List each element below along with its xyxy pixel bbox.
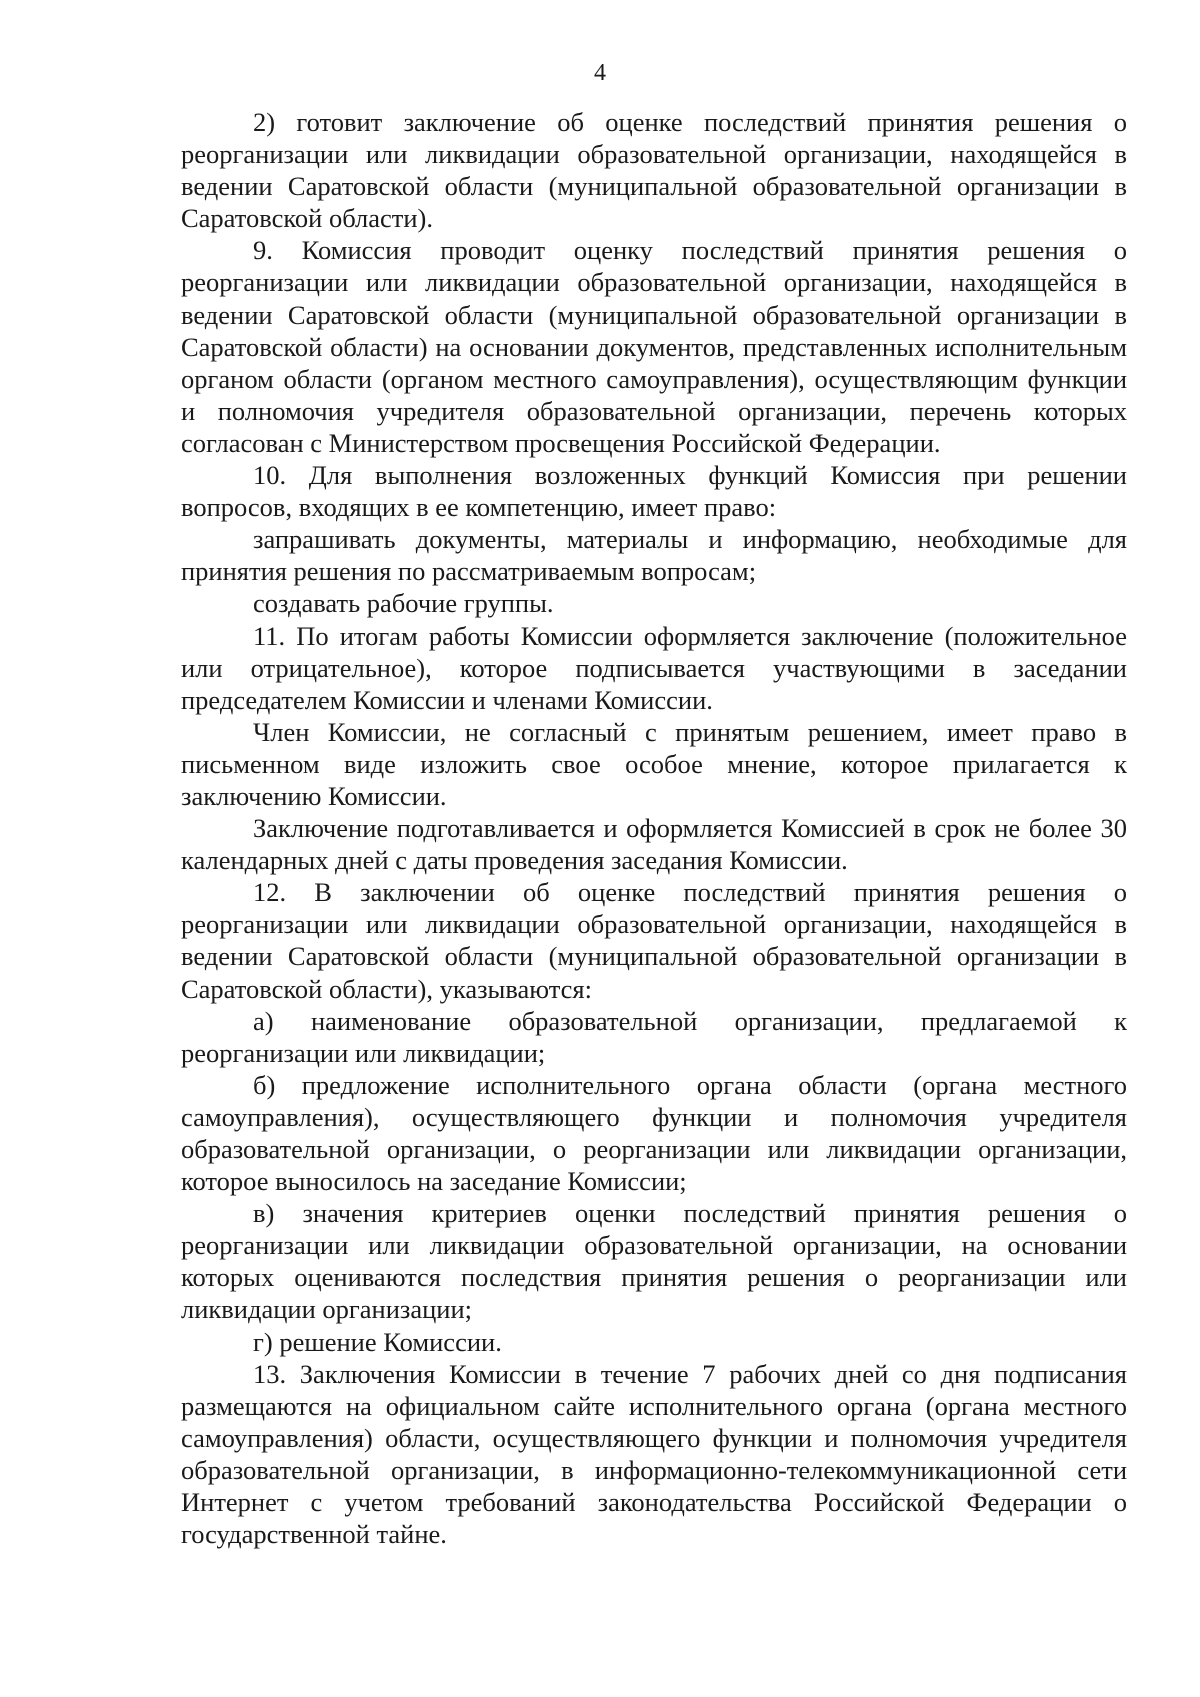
- paragraph-13: 13. Заключения Комиссии в течение 7 рабочих дней со дня подписания размещаются на официальном сайте исполнительного органа (органа местного самоуправления) области, осуществляющего функции и полномочия учредителя образовательной организации, в информационно-телекоммуникационной сети Интернет с учетом требований законодательства Российской Федерации о государственной тайне.: [181, 1358, 1127, 1550]
- paragraph-11: 11. По итогам работы Комиссии оформляется заключение (положительное или отрицательное), которое подписывается участвующими в заседании председателем Комиссии и членами Комиссии.: [181, 620, 1127, 715]
- paragraph-11-dissent: Член Комиссии, не согласный с принятым решением, имеет право в письменном виде изложить свое особое мнение, которое прилагается к заключению Комиссии.: [181, 716, 1127, 811]
- paragraph-12-c: в) значения критериев оценки последствий принятия решения о реорганизации или ликвидации образовательной организации, на основании которых оцениваются последствия принятия решения о реорганизации или ликвидации организации;: [181, 1198, 1127, 1325]
- paragraph-10-right-2: создавать рабочие группы.: [253, 588, 554, 619]
- paragraph-8-2: 2) готовит заключение об оценке последствий принятия решения о реорганизации или ликвидации образовательной организации, находящейся в ведении Саратовской области (муниципальной образовательной организации в Саратовской области).: [181, 107, 1127, 234]
- paragraph-9: 9. Комиссия проводит оценку последствий принятия решения о реорганизации или ликвидации образовательной организации, находящейся в ведении Саратовской области (муниципальной образовательной организации в Саратовской области) на основании документов, представленных исполнительным органом области (органом местного самоуправления), осуществляющим функции и полномочия учредителя образовательной организации, перечень которых согласован с Министерством просвещения Российской Федерации.: [181, 235, 1127, 458]
- paragraph-11-deadline: Заключение подготавливается и оформляется Комиссией в срок не более 30 календарных дней с даты проведения заседания Комиссии.: [181, 813, 1127, 876]
- paragraph-12-a: а) наименование образовательной организации, предлагаемой к реорганизации или ликвидации;: [181, 1005, 1127, 1068]
- paragraph-10-right-1: запрашивать документы, материалы и информацию, необходимые для принятия решения по рассматриваемым вопросам;: [181, 524, 1127, 587]
- paragraph-10: 10. Для выполнения возложенных функций Комиссия при решении вопросов, входящих в ее компетенцию, имеет право:: [181, 460, 1127, 523]
- paragraph-12: 12. В заключении об оценке последствий принятия решения о реорганизации или ликвидации образовательной организации, находящейся в ведении Саратовской области (муниципальной образовательной организации в Саратовской области), указываются:: [181, 877, 1127, 1004]
- paragraph-12-d: г) решение Комиссии.: [253, 1326, 502, 1357]
- document-body: [181, 106, 1127, 1550]
- page-number: 4: [594, 60, 606, 86]
- paragraph-12-b: б) предложение исполнительного органа области (органа местного самоуправления), осуществляющего функции и полномочия учредителя образовательной организации, о реорганизации или ликвидации организации, которое выносилось на заседание Комиссии;: [181, 1069, 1127, 1197]
